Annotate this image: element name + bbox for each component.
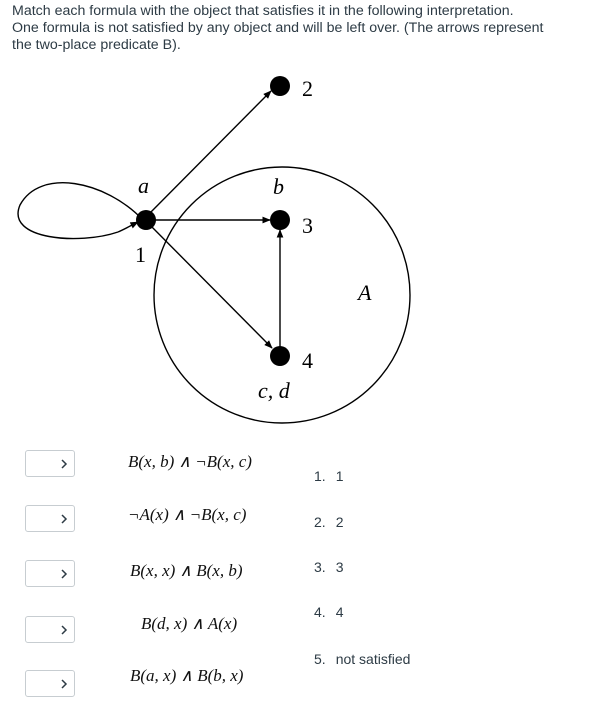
chevron-right-icon: [60, 625, 68, 635]
option-number: 3.: [314, 559, 326, 575]
formula-4: B(d, x) ∧ A(x): [141, 614, 238, 633]
node-2: [270, 76, 290, 96]
chevron-right-icon: [60, 569, 68, 579]
node-number-3: 3: [302, 213, 313, 238]
answer-select-5[interactable]: [25, 670, 75, 697]
option-label: 2: [335, 514, 344, 530]
question-line-2: One formula is not satisfied by any object and will be left over. (The arrows represent: [12, 20, 544, 36]
formula-5: B(a, x) ∧ B(b, x): [130, 666, 244, 685]
option-number: 4.: [314, 604, 326, 620]
option-label: 1: [335, 468, 344, 484]
option-label: not satisfied: [335, 651, 411, 667]
chevron-right-icon: [60, 679, 68, 689]
option-1: [314, 468, 343, 484]
option-label: 4: [335, 604, 344, 620]
label-a: a: [138, 173, 149, 198]
option-number: 5.: [314, 651, 326, 667]
label-c-d: c, d: [258, 378, 290, 403]
formula-1: B(x, b) ∧ ¬B(x, c): [128, 452, 252, 471]
label-set-a: A: [358, 280, 372, 305]
option-number: 2.: [314, 514, 326, 530]
node-1: [136, 210, 156, 230]
option-3: [314, 559, 343, 575]
node-number-1: 1: [135, 242, 146, 267]
node-4: [270, 346, 290, 366]
loop-edge-1-1: [18, 183, 143, 239]
edge-1-to-4: [146, 221, 272, 348]
question-line-1: Match each formula with the object that satisfies it in the following interpretation.: [12, 3, 514, 19]
option-5: [314, 651, 410, 667]
option-4: [314, 604, 343, 620]
answer-select-3[interactable]: [25, 560, 75, 587]
loop-edge-1-1-end: [118, 222, 138, 232]
option-number: 1.: [314, 468, 326, 484]
formula-2: ¬A(x) ∧ ¬B(x, c): [128, 505, 247, 524]
label-b: b: [273, 174, 284, 199]
node-number-4: 4: [302, 348, 313, 373]
edge-1-to-2: [145, 91, 271, 218]
question-line-3: the two-place predicate B).: [12, 37, 181, 53]
answer-select-2[interactable]: [25, 505, 75, 532]
chevron-right-icon: [60, 459, 68, 469]
node-3: [270, 210, 290, 230]
formula-3: B(x, x) ∧ B(x, b): [130, 561, 243, 580]
option-label: 3: [335, 559, 344, 575]
chevron-right-icon: [60, 514, 68, 524]
node-number-2: 2: [302, 76, 313, 101]
option-2: [314, 514, 343, 530]
answer-select-1[interactable]: [25, 450, 75, 477]
answer-select-4[interactable]: [25, 616, 75, 643]
